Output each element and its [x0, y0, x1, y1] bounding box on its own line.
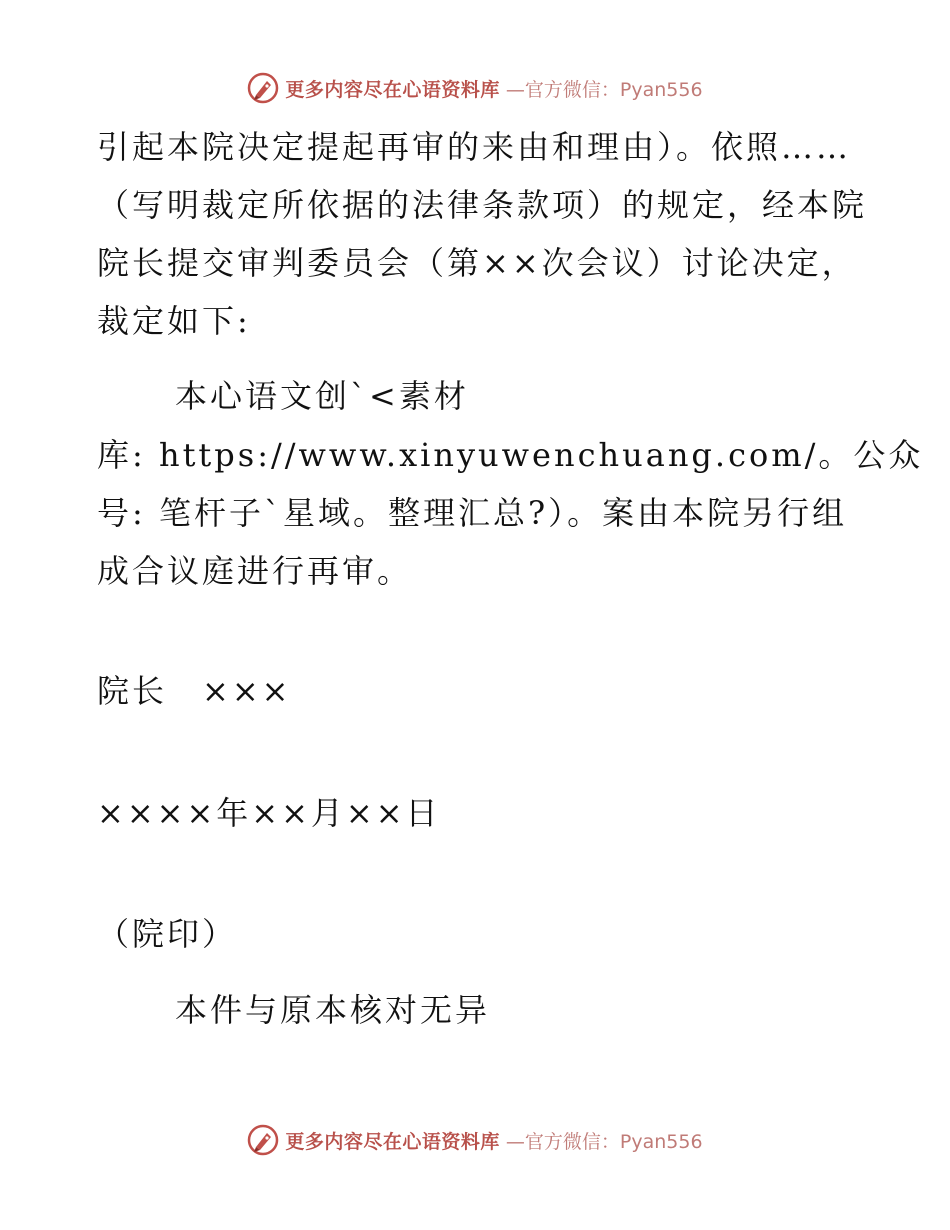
- pen-logo-icon: [247, 72, 279, 104]
- body-line-7: 号: 笔杆子`星域。整理汇总?）。案由本院另行组: [97, 494, 848, 532]
- verification-line: 本件与原本核对无异: [175, 991, 491, 1029]
- pen-logo-icon: [247, 1124, 279, 1156]
- date-line: ××××年××月××日: [97, 794, 441, 832]
- body-line-3: 院长提交审判委员会（第××次会议）讨论决定，: [97, 244, 857, 282]
- header-watermark: [0, 68, 950, 108]
- court-seal-line: （院印）: [97, 915, 238, 953]
- president-signature-line: 院长 ×××: [97, 672, 292, 710]
- body-line-4: 裁定如下:: [97, 302, 251, 340]
- body-line-8: 成合议庭进行再审。: [97, 552, 413, 590]
- watermark-sub-text: —官方微信：Pyan556: [505, 78, 703, 101]
- watermark-sub-text: —官方微信：Pyan556: [505, 1130, 703, 1153]
- footer-watermark: [0, 1120, 950, 1160]
- body-line-6: 库: https://www.xinyuwenchuang.com/。公众: [97, 436, 924, 474]
- watermark-main-text: 更多内容尽在心语资料库: [285, 78, 500, 101]
- body-line-1: 引起本院决定提起再审的来由和理由）。依照……: [97, 128, 852, 166]
- body-line-2: （写明裁定所依据的法律条款项）的规定，经本院: [97, 186, 868, 224]
- body-line-5: 本心语文创`<素材: [175, 377, 469, 415]
- watermark-main-text: 更多内容尽在心语资料库: [285, 1130, 500, 1153]
